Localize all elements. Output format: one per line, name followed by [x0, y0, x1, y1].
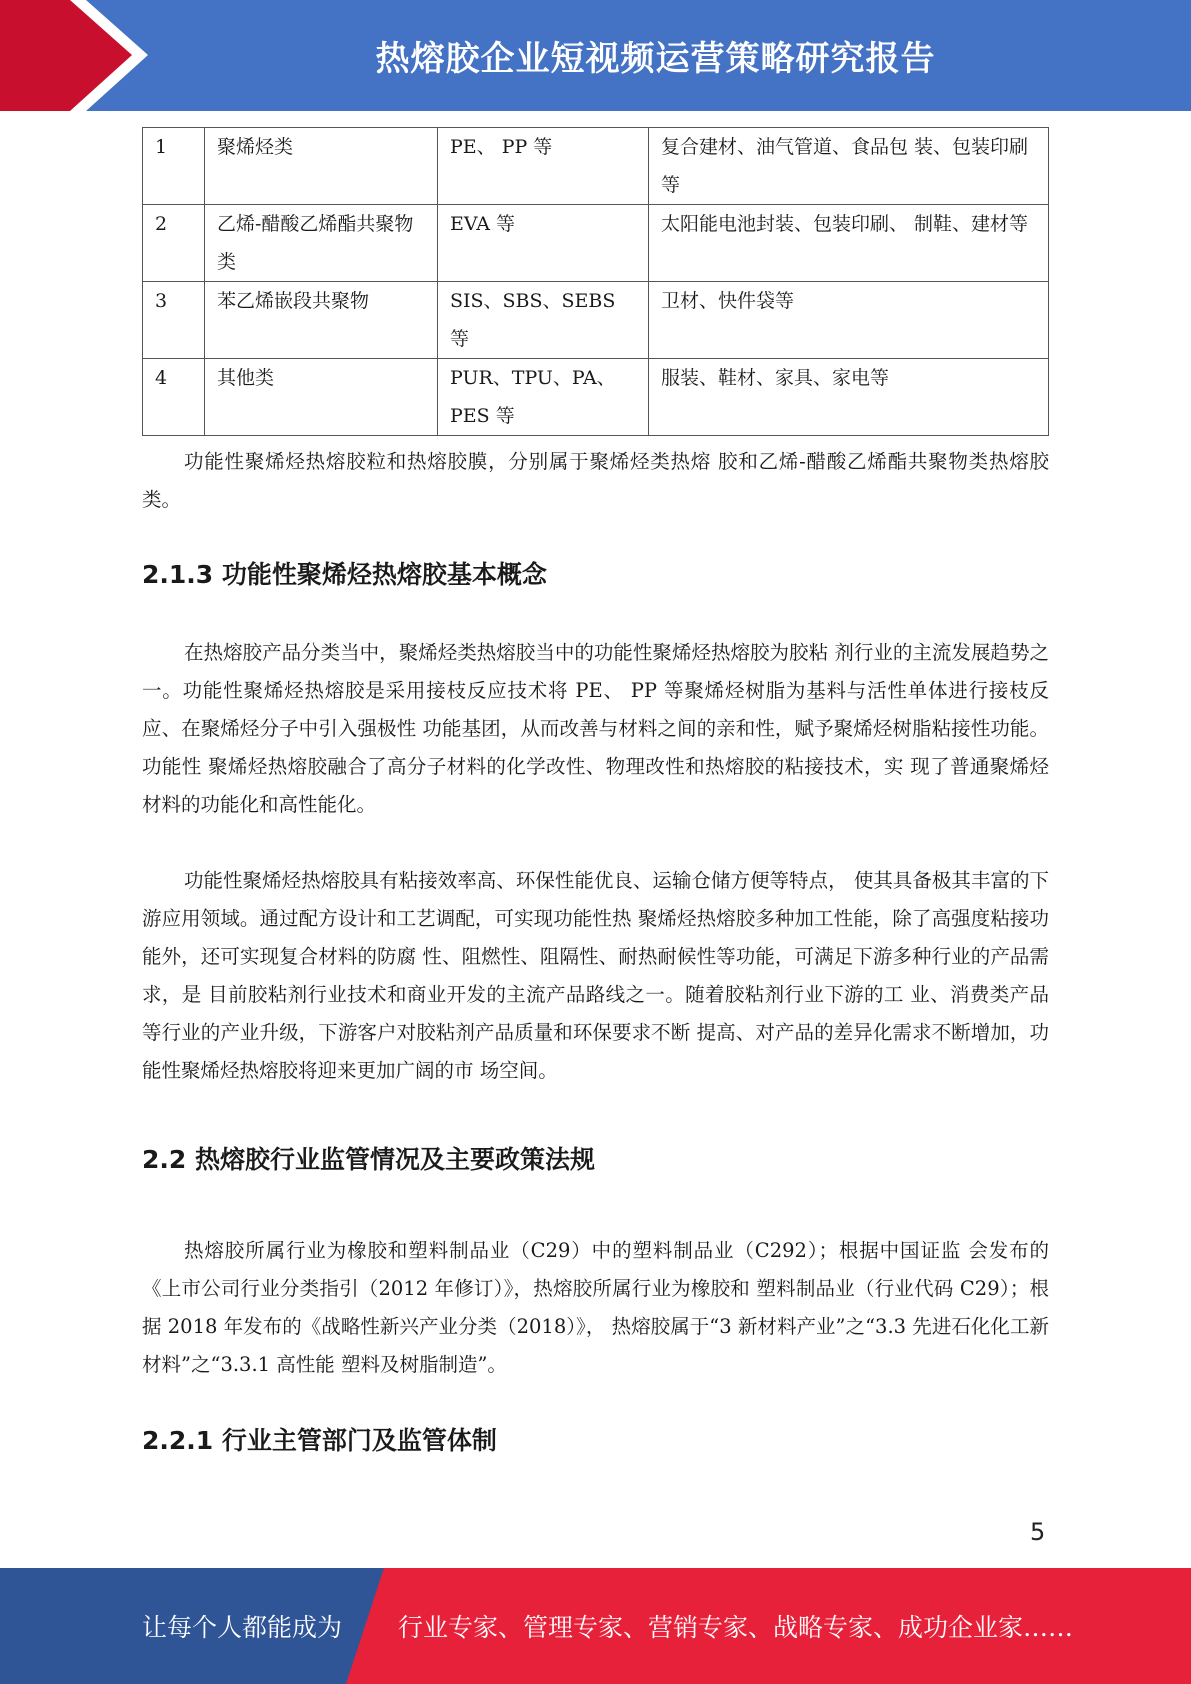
table-cell-no: 1 [143, 128, 205, 205]
table-cell-material: EVA 等 [438, 205, 649, 282]
table-cell-material: PE、 PP 等 [438, 128, 649, 205]
table-cell-material: PUR、TPU、PA、PES 等 [438, 359, 649, 436]
page-header [0, 0, 1191, 111]
table-cell-application: 复合建材、油气管道、食品包 装、包装印刷等 [649, 128, 1049, 205]
table-row [143, 128, 1049, 205]
page-footer [0, 1568, 1191, 1684]
paragraph-intro: 功能性聚烯烃热熔胶粒和热熔胶膜，分别属于聚烯烃类热熔 胶和乙烯-醋酸乙烯酯共聚物类热熔胶类。 [142, 450, 1049, 511]
report-title: 热熔胶企业短视频运营策略研究报告 [375, 39, 936, 79]
footer-slogan-left: 让每个人都能成为 [142, 1613, 343, 1642]
page-number: 5 [1030, 1518, 1046, 1546]
table-row [143, 205, 1049, 282]
section-heading-2-2-1: 2.2.1 行业主管部门及监管体制 [142, 1426, 497, 1455]
table-row [143, 282, 1049, 359]
table-cell-application: 卫材、快件袋等 [649, 282, 1049, 359]
table-cell-no: 3 [143, 282, 205, 359]
table-cell-application: 服装、鞋材、家具、家电等 [649, 359, 1049, 436]
section-heading-2-2: 2.2 热熔胶行业监管情况及主要政策法规 [142, 1145, 595, 1174]
paragraph-industry-classification: 热熔胶所属行业为橡胶和塑料制品业（C29）中的塑料制品业（C292）；根据中国证监 会发布的《上市公司行业分类指引（2012 年修订）》，热熔胶所属行业为橡胶和 塑料制品业（行业代码 C29）；根据 2018 年发布的《战略性新兴产业分类（2018）》， 热熔胶属于“3 新材料产业”之“3.3 先进石化化工新材料”之“3.3.1 高性能 塑料及树脂制造”。 [142, 1239, 1049, 1376]
table-cell-type: 乙烯-醋酸乙烯酯共聚物类 [205, 205, 438, 282]
table-cell-no: 2 [143, 205, 205, 282]
section-heading-2-1-3: 2.1.3 功能性聚烯烃热熔胶基本概念 [142, 560, 547, 589]
table-cell-application: 太阳能电池封装、包装印刷、 制鞋、建材等 [649, 205, 1049, 282]
footer-slogan-right: 行业专家、管理专家、营销专家、战略专家、成功企业家…… [398, 1613, 1074, 1642]
table-row [143, 359, 1049, 436]
table-cell-no: 4 [143, 359, 205, 436]
table-cell-type: 其他类 [205, 359, 438, 436]
table-cell-type: 苯乙烯嵌段共聚物 [205, 282, 438, 359]
table-cell-type: 聚烯烃类 [205, 128, 438, 205]
paragraph-concept: 在热熔胶产品分类当中，聚烯烃类热熔胶当中的功能性聚烯烃热熔胶为胶粘 剂行业的主流发展趋势之一。功能性聚烯烃热熔胶是采用接枝反应技术将 PE、 PP 等聚烯烃树脂为基料与活性单体进行接枝反应、在聚烯烃分子中引入强极性 功能基团，从而改善与材料之间的亲和性，赋予聚烯烃树脂粘接性功能。功能性 聚烯烃热熔胶融合了高分子材料的化学改性、物理改性和热熔胶的粘接技术，实 现了普通聚烯烃材料的功能化和高性能化。 [142, 641, 1049, 816]
hot-melt-classification-table [142, 127, 1049, 436]
table-cell-material: SIS、SBS、SEBS 等 [438, 282, 649, 359]
paragraph-features: 功能性聚烯烃热熔胶具有粘接效率高、环保性能优良、运输仓储方便等特点， 使其具备极其丰富的下游应用领域。通过配方设计和工艺调配，可实现功能性热 聚烯烃热熔胶多种加工性能，除了高强度粘接功能外，还可实现复合材料的防腐 性、阻燃性、阻隔性、耐热耐候性等功能，可满足下游多种行业的产品需求，是 目前胶粘剂行业技术和商业开发的主流产品路线之一。随着胶粘剂行业下游的工 业、消费类产品等行业的产业升级，下游客户对胶粘剂产品质量和环保要求不断 提高、对产品的差异化需求不断增加，功能性聚烯烃热熔胶将迎来更加广阔的市 场空间。 [142, 869, 1049, 1082]
